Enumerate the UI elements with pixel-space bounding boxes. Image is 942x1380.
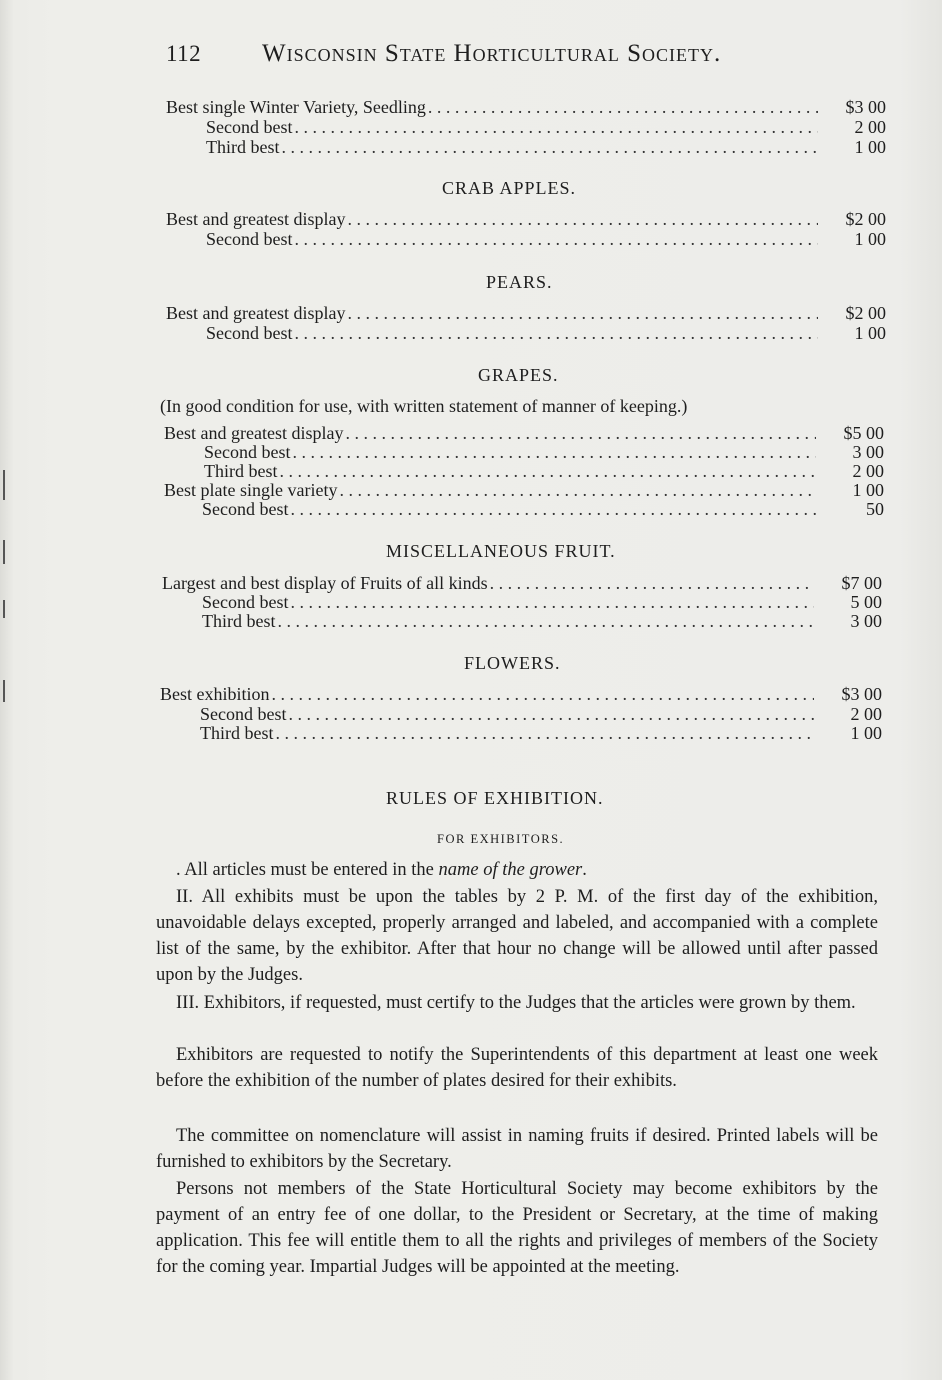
premium-amount: $7 00 xyxy=(841,573,882,593)
rule-1-end: . xyxy=(582,860,587,880)
premium-row xyxy=(206,137,886,157)
section-heading-grapes: GRAPES. xyxy=(478,365,559,385)
premium-row xyxy=(166,303,886,323)
rule-1-italic: name of the grower xyxy=(438,860,583,880)
premium-amount: 1 00 xyxy=(854,137,886,157)
rules-subheading: FOR EXHIBITORS. xyxy=(437,832,565,846)
leader-dots xyxy=(347,209,818,229)
premium-label: Best and greatest display xyxy=(166,209,346,229)
premium-label: Second best xyxy=(206,229,293,249)
premium-label: Best and greatest display xyxy=(164,423,344,443)
rule-3: III. Exhibitors, if requested, must certify to the Judges that the articles were grown by them. xyxy=(176,993,856,1013)
premium-label: Second best xyxy=(202,499,289,519)
premium-row xyxy=(202,611,882,631)
premium-row xyxy=(204,442,884,462)
premium-row xyxy=(162,573,882,593)
premium-row xyxy=(200,704,882,724)
rule-1-text: . All articles must be entered in the xyxy=(176,860,439,880)
premium-row xyxy=(202,499,884,519)
leader-dots xyxy=(288,704,814,724)
premium-row xyxy=(202,592,882,612)
premium-amount: $3 00 xyxy=(845,97,886,117)
page-number: 112 xyxy=(166,41,202,66)
premium-label: Best single Winter Variety, Seedling xyxy=(166,97,426,117)
section-heading-crab-apples: CRAB APPLES. xyxy=(442,178,577,198)
leader-dots xyxy=(345,423,816,443)
premium-row xyxy=(160,684,882,704)
leader-dots xyxy=(278,611,815,631)
premium-label: Second best xyxy=(200,704,287,724)
premium-label: Second best xyxy=(202,592,289,612)
premium-amount: 2 00 xyxy=(854,117,886,137)
premium-label: Third best xyxy=(206,137,280,157)
leader-dots xyxy=(490,573,814,593)
section-heading-pears: PEARS. xyxy=(486,272,553,292)
premium-label: Second best xyxy=(204,442,291,462)
leader-dots xyxy=(280,461,817,481)
leader-dots xyxy=(276,723,815,743)
leader-dots xyxy=(339,480,816,500)
leader-dots xyxy=(290,592,814,612)
rules-paragraph: The committee on nomenclature will assist in naming fruits if desired. Printed labels will be furnished to exhibitors by the Secretary. xyxy=(156,1126,878,1172)
leader-dots xyxy=(428,97,818,117)
leader-dots xyxy=(292,442,816,462)
premium-amount: 3 00 xyxy=(850,611,882,631)
premium-row xyxy=(206,229,886,249)
premium-amount: 5 00 xyxy=(850,592,882,612)
leader-dots xyxy=(294,323,818,343)
premium-amount: 1 00 xyxy=(852,480,884,500)
leader-dots xyxy=(294,117,818,137)
premium-row xyxy=(206,117,886,137)
premium-label: Largest and best display of Fruits of all kinds xyxy=(162,573,488,593)
premium-amount: $2 00 xyxy=(845,303,886,323)
premium-amount: $5 00 xyxy=(843,423,884,443)
premium-label: Third best xyxy=(204,461,278,481)
leader-dots xyxy=(294,229,818,249)
premium-row xyxy=(166,209,886,229)
premium-amount: 2 00 xyxy=(852,461,884,481)
page-edge-mark xyxy=(3,680,5,702)
premium-amount: 1 00 xyxy=(854,323,886,343)
leader-dots xyxy=(290,499,816,519)
premium-label: Best and greatest display xyxy=(166,303,346,323)
premium-label: Third best xyxy=(200,723,274,743)
premium-row xyxy=(164,480,884,500)
premium-label: Best exhibition xyxy=(160,684,270,704)
premium-row xyxy=(166,97,886,117)
premium-amount: $3 00 xyxy=(841,684,882,704)
premium-row xyxy=(204,461,884,481)
page-title: Wisconsin State Horticultural Society. xyxy=(262,40,722,67)
premium-label: Best plate single variety xyxy=(164,480,338,500)
premium-label: Second best xyxy=(206,117,293,137)
grapes-note: (In good condition for use, with written statement of manner of keeping.) xyxy=(160,396,688,416)
premium-row xyxy=(206,323,886,343)
premium-label: Third best xyxy=(202,611,276,631)
rules-paragraph: Exhibitors are requested to notify the Superintendents of this department at least one week before the exhibition of the number of plates desired for their exhibits. xyxy=(156,1045,878,1091)
page-edge-mark xyxy=(3,600,5,618)
premium-amount: 2 00 xyxy=(850,704,882,724)
rules-paragraph: Persons not members of the State Horticultural Society may become exhibitors by the payment of an entry fee of one dollar, to the President or Secretary, at the time of making application. This fee will entitle them to all the rights and privileges of members of the Society for the coming year. Impartial Judges will be appointed at the meeting. xyxy=(156,1179,878,1277)
rule-1 xyxy=(176,857,876,883)
premium-amount: 3 00 xyxy=(852,442,884,462)
running-header xyxy=(166,40,806,68)
leader-dots xyxy=(282,137,819,157)
premium-amount: 1 00 xyxy=(850,723,882,743)
leader-dots xyxy=(347,303,818,323)
section-heading-misc-fruit: MISCELLANEOUS FRUIT. xyxy=(386,541,616,561)
leader-dots xyxy=(272,684,815,704)
premium-amount: 50 xyxy=(866,499,884,519)
premium-label: Second best xyxy=(206,323,293,343)
premium-amount: $2 00 xyxy=(845,209,886,229)
section-heading-flowers: FLOWERS. xyxy=(464,653,561,673)
page-edge-mark xyxy=(3,470,5,500)
premium-row xyxy=(200,723,882,743)
premium-amount: 1 00 xyxy=(854,229,886,249)
page-edge-mark xyxy=(3,540,5,564)
rules-heading: RULES OF EXHIBITION. xyxy=(386,788,604,808)
premium-row xyxy=(164,423,884,443)
rule-2: II. All exhibits must be upon the tables by 2 P. M. of the first day of the exhibition, unavoidable delays excepted, properly arranged and labeled, and accompanied with a complete list of the same, by the exhibitor. After that hour no change will be allowed until after passed upon by the Judges. xyxy=(156,887,878,985)
